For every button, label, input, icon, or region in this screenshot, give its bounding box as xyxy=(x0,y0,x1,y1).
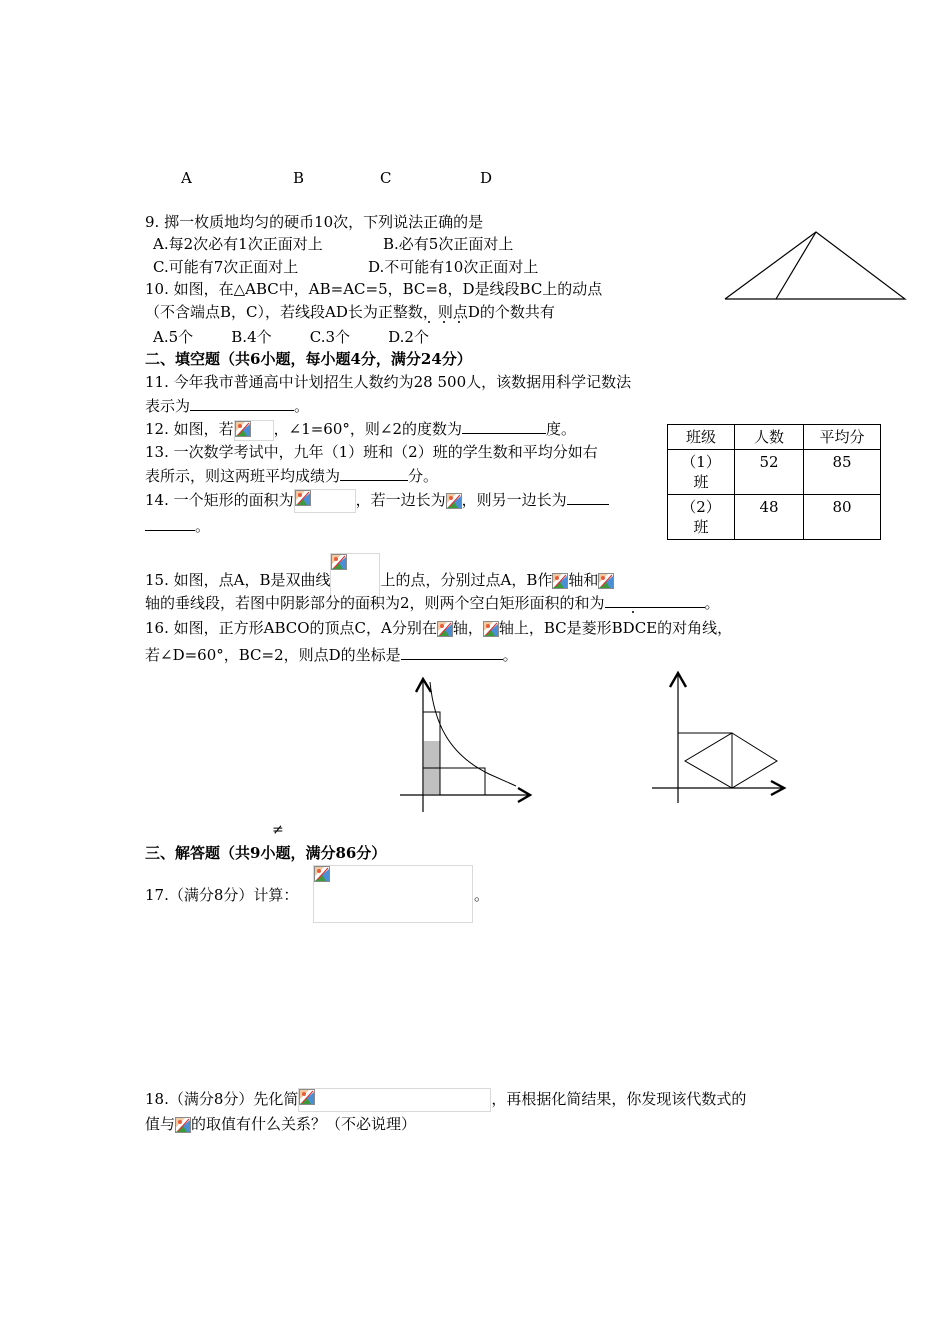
triangle-figure xyxy=(720,228,910,304)
q14-prefix: 14. 一个矩形的面积为 xyxy=(145,491,294,509)
table-header: 人数 xyxy=(735,425,804,450)
not-equal-symbol: ≠ xyxy=(272,822,284,838)
q16-middle-2: 轴上，BC是菱形BDCE的对角线， xyxy=(498,619,733,637)
q12-suffix: 度。 xyxy=(546,420,577,438)
answer-blank[interactable] xyxy=(462,418,546,434)
formula-image xyxy=(598,573,614,589)
q9-option-a: A.每2次必有1次正面对上 xyxy=(153,235,323,253)
table-cell-average: 80 xyxy=(804,495,881,540)
q17-prefix: 17.（满分8分）计算： xyxy=(145,886,299,904)
broken-image-icon xyxy=(598,573,614,589)
hyperbola-figure xyxy=(396,674,538,814)
q16-line2 xyxy=(145,644,518,665)
q16-middle: 轴， xyxy=(452,619,483,637)
q15-line2 xyxy=(145,592,720,613)
section-title-fill-in: 二、填空题（共6小题，每小题4分，满分24分） xyxy=(145,350,472,368)
emphasis-dot xyxy=(632,611,634,613)
broken-image-icon xyxy=(314,866,330,882)
answer-blank[interactable] xyxy=(190,395,294,411)
table-cell-class xyxy=(668,495,735,540)
table-cell-count: 48 xyxy=(735,495,804,540)
q18-suffix: ，再根据化简结果，你发现该代数式的 xyxy=(491,1090,747,1108)
option-label-a: A xyxy=(181,169,192,187)
broken-image-icon xyxy=(552,573,568,589)
table-row xyxy=(668,495,881,540)
answer-blank[interactable] xyxy=(567,489,609,505)
q14-suffix: ，则另一边长为 xyxy=(461,491,567,509)
q14-line1 xyxy=(145,489,609,513)
table-header-row xyxy=(668,425,881,450)
q11-line1: 11. 今年我市普通高中计划招生人数约为28 500人，该数据用科学记数法 xyxy=(145,373,632,391)
q17-suffix: 。 xyxy=(474,886,490,904)
q9-option-c: C.可能有7次正面对上 xyxy=(153,258,299,276)
answer-blank[interactable] xyxy=(401,644,503,660)
table-cell-count: 52 xyxy=(735,450,804,495)
q13-line2 xyxy=(145,465,438,486)
q16-prefix: 16. 如图，正方形ABCO的顶点C，A分别在 xyxy=(145,619,437,637)
formula-image xyxy=(298,1088,491,1112)
cell-text: 班 xyxy=(693,473,709,491)
broken-image-icon xyxy=(331,554,347,570)
table-header: 平均分 xyxy=(804,425,881,450)
q10-line2: （不含端点B，C），若线段AD长为正整数，则点D的个数共有 xyxy=(145,303,555,321)
emphasis-dot xyxy=(458,321,460,323)
q9-option-b: B.必有5次正面对上 xyxy=(383,235,514,253)
q14-middle: ，若一边长为 xyxy=(355,491,446,509)
q10-options: A.5个 B.4个 C.3个 D.2个 xyxy=(153,328,429,346)
table-header: 班级 xyxy=(668,425,735,450)
broken-image-icon xyxy=(235,421,251,437)
formula-image xyxy=(294,489,356,513)
answer-blank[interactable] xyxy=(605,592,705,608)
q9-stem: 9. 掷一枚质地均匀的硬币10次，下列说法正确的是 xyxy=(145,213,484,231)
q18-line1 xyxy=(145,1088,746,1112)
formula-image xyxy=(437,621,453,637)
q16-suffix: 。 xyxy=(502,646,518,664)
cell-text: （2） xyxy=(681,498,721,516)
q18-line2 xyxy=(145,1114,416,1134)
q14-end: 。 xyxy=(195,517,211,535)
q9-option-d: D.不可能有10次正面对上 xyxy=(368,258,539,276)
q14-line2 xyxy=(145,515,210,536)
option-label-c: C xyxy=(380,169,392,187)
q13-prefix: 表所示，则这两班平均成绩为 xyxy=(145,467,341,485)
answer-blank[interactable] xyxy=(340,465,408,481)
q15-suffix: 。 xyxy=(704,594,720,612)
option-label-b: B xyxy=(293,169,305,187)
q11-line2 xyxy=(145,395,309,416)
broken-image-icon xyxy=(446,493,462,509)
broken-image-icon xyxy=(437,621,453,637)
q18-line2-suffix: 的取值有什么关系？（不必说理） xyxy=(191,1115,417,1133)
broken-image-icon xyxy=(483,621,499,637)
q12-prefix: 12. 如图，若 xyxy=(145,420,234,438)
cell-text: （1） xyxy=(681,453,721,471)
q15-middle: 上的点，分别过点A，B作 xyxy=(380,571,553,589)
answer-blank[interactable] xyxy=(145,515,195,531)
table-cell-class xyxy=(668,450,735,495)
emphasis-dot xyxy=(428,321,430,323)
q10-line1: 10. 如图，在△ABC中，AB=AC=5，BC=8，D是线段BC上的动点 xyxy=(145,280,603,298)
formula-image xyxy=(313,865,473,923)
section-title-solutions: 三、解答题（共9小题，满分86分） xyxy=(145,844,387,862)
option-label-d: D xyxy=(480,169,493,187)
q11-prefix: 表示为 xyxy=(145,397,191,415)
formula-image xyxy=(552,573,568,589)
emphasis-dot xyxy=(443,321,445,323)
q11-suffix: 。 xyxy=(294,397,310,415)
cell-text: 班 xyxy=(693,518,709,536)
q15-prefix: 15. 如图，点A，B是双曲线 xyxy=(145,571,331,589)
broken-image-icon xyxy=(175,1117,191,1133)
square-rhombus-figure xyxy=(648,666,790,808)
class-score-table xyxy=(667,424,881,540)
formula-image xyxy=(234,420,274,441)
q18-line2-prefix: 值与 xyxy=(145,1115,176,1133)
q16-line1 xyxy=(145,618,732,638)
q13-line1: 13. 一次数学考试中，九年（1）班和（2）班的学生数和平均分如右 xyxy=(145,443,598,461)
q12-middle: ，∠1=60°，则∠2的度数为 xyxy=(273,420,463,438)
formula-image xyxy=(483,621,499,637)
q15-line2-text: 轴的垂线段，若图中阴影部分的面积为2，则两个空白矩形面积的和为 xyxy=(145,594,605,612)
q16-line2-text: 若∠D=60°，BC=2，则点D的坐标是 xyxy=(145,646,401,664)
table-cell-average: 85 xyxy=(804,450,881,495)
table-row xyxy=(668,450,881,495)
q18-prefix: 18.（满分8分）先化简 xyxy=(145,1090,299,1108)
q12-line xyxy=(145,418,576,441)
q15-axis-and: 轴和 xyxy=(568,571,599,589)
broken-image-icon xyxy=(299,1089,315,1105)
broken-image-icon xyxy=(295,490,311,506)
q13-suffix: 分。 xyxy=(408,467,439,485)
formula-image xyxy=(175,1117,191,1133)
formula-image xyxy=(446,493,462,509)
